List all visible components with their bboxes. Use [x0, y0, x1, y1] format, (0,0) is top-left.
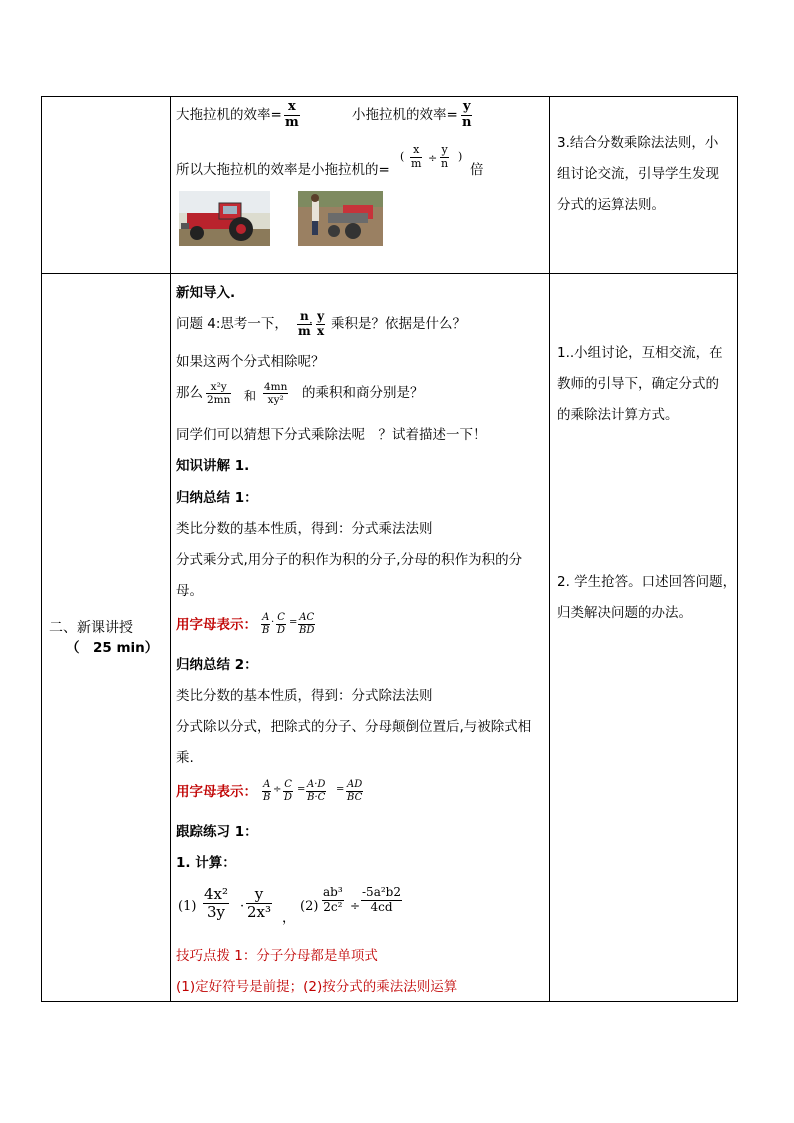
times-suffix: 倍 — [470, 162, 484, 178]
multiply-dot: · — [240, 899, 245, 914]
fraction-numerator: n — [299, 309, 309, 323]
fraction-denominator: m — [298, 323, 311, 338]
then-fraction-1 — [206, 381, 231, 406]
small-tractor-efficiency-label: 小拖拉机的效率= — [352, 107, 458, 123]
fraction-numerator: x — [288, 99, 296, 114]
multiply-dot: · — [309, 316, 313, 330]
equals-sign: = — [297, 784, 306, 795]
activity-line: 2. 学生抢答。口述回答问题， — [557, 574, 737, 590]
fraction-denominator: D — [284, 791, 293, 803]
fraction-denominator: BD — [299, 624, 315, 636]
exercise-fraction — [322, 886, 344, 915]
tip-line: (1)定好符号是前提；(2)按分式的乘法法则运算 — [176, 979, 458, 995]
red-tractor-photo — [179, 191, 270, 246]
knowledge-heading: 知识讲解 1. — [176, 458, 250, 474]
and-word: 和 — [244, 389, 257, 403]
big-tractor-efficiency-label: 大拖拉机的效率= — [176, 107, 282, 123]
lesson-plan-table — [41, 96, 738, 1002]
then-suffix: 的乘积和商分别是？ — [302, 385, 424, 401]
fraction-denominator: B — [263, 791, 271, 803]
fraction-numerator: A — [263, 779, 271, 790]
equals-sign: = — [289, 617, 298, 628]
equals-sign: = — [336, 784, 345, 795]
guess-prompt: 同学们可以猜想下分式乘除法呢 ？试着描述一下！ — [176, 427, 487, 443]
summary-1-title: 归纳总结 1： — [176, 490, 258, 506]
summary-2-title: 归纳总结 2： — [176, 657, 258, 673]
formula-fraction — [306, 779, 326, 803]
ratio-fraction-1 — [410, 144, 422, 170]
summary-2-line: 乘. — [176, 750, 194, 766]
formula-fraction — [283, 779, 293, 803]
summary-1-line: 母。 — [176, 583, 203, 599]
multiply-dot: · — [271, 617, 275, 628]
fraction-numerator: y — [317, 309, 325, 323]
formula-fraction — [276, 612, 286, 636]
fraction-denominator: 4cd — [370, 899, 393, 914]
summary-2-line: 类比分数的基本性质，得到：分式除法法则 — [176, 688, 433, 704]
activity-line: 的乘除法计算方式。 — [557, 407, 679, 423]
fraction-numerator: -5a²b2 — [362, 885, 401, 899]
fraction-denominator: B — [262, 624, 270, 636]
fraction-denominator: x — [317, 323, 325, 338]
fraction-denominator: m — [285, 114, 299, 130]
fraction-denominator: n — [441, 156, 449, 170]
fraction-denominator: 2c² — [323, 899, 343, 914]
big-tractor-efficiency-fraction — [284, 100, 300, 131]
fraction-numerator: y — [462, 99, 471, 114]
formula-fraction — [346, 779, 363, 803]
exercise-label: (1) — [178, 899, 197, 914]
fraction-denominator: 3y — [207, 903, 226, 922]
activity-line: 组讨论交流，引导学生发现 — [557, 166, 719, 182]
summary-2-line: 分式除以分式，把除式的分子、分母颠倒位置后,与被除式相 — [176, 719, 532, 735]
fraction-numerator: 4mn — [264, 381, 288, 393]
letters-label: 用字母表示： — [176, 784, 257, 800]
fraction-denominator: xy² — [267, 394, 284, 407]
then-prefix: 那么 — [176, 385, 203, 401]
exercise-fraction — [203, 886, 229, 922]
fraction-denominator: m — [411, 156, 422, 170]
letters-label: 用字母表示： — [176, 617, 257, 633]
comma: ， — [282, 910, 296, 926]
row-divider — [42, 273, 737, 274]
fraction-numerator: C — [284, 779, 292, 790]
summary-1-line: 分式乘分式,用分子的积作为积的分子,分母的积作为积的分 — [176, 552, 523, 568]
left-paren: ( — [400, 150, 405, 163]
question-4-prefix: 问题 4:思考一下， — [176, 316, 288, 332]
fraction-numerator: C — [277, 612, 285, 623]
fraction-numerator: A·D — [307, 779, 326, 790]
division-question: 如果这两个分式相除呢？ — [176, 354, 325, 370]
fraction-denominator: 2x³ — [247, 903, 272, 922]
summary-1-line: 类比分数的基本性质，得到：分式乘法法则 — [176, 521, 433, 537]
tip-line: 技巧点拨 1：分子分母都是单项式 — [176, 948, 378, 964]
formula-fraction — [298, 612, 315, 636]
fraction-numerator: 4x² — [204, 885, 229, 903]
fraction-numerator: y — [254, 885, 264, 903]
exercise-fraction — [246, 886, 272, 922]
column-divider-1 — [170, 97, 171, 1001]
fraction-denominator: D — [277, 624, 286, 636]
formula-fraction — [261, 612, 270, 636]
new-knowledge-intro: 新知导入. — [176, 285, 236, 301]
column-divider-2 — [549, 97, 550, 1001]
section-time: （ 25 min） — [66, 640, 159, 656]
right-paren: ) — [458, 150, 463, 163]
section-title: 二、新课讲授 — [49, 620, 133, 636]
question-4-fraction-2 — [316, 310, 325, 339]
fraction-denominator: B·C — [307, 791, 326, 803]
fraction-denominator: n — [462, 114, 472, 130]
ratio-fraction-2 — [440, 144, 449, 170]
fraction-numerator: A — [262, 612, 270, 623]
fraction-numerator: ab³ — [323, 885, 343, 899]
fraction-denominator: BC — [347, 791, 363, 803]
divide-sign: ÷ — [428, 152, 438, 165]
formula-fraction — [262, 779, 271, 803]
efficiency-ratio-label: 所以大拖拉机的效率是小拖拉机的= — [176, 162, 390, 178]
divide-sign: ÷ — [273, 784, 282, 795]
fraction-numerator: y — [441, 143, 448, 156]
exercise-fraction — [361, 886, 402, 915]
divide-sign: ÷ — [350, 899, 361, 913]
activity-line: 分式的运算法则。 — [557, 197, 665, 213]
small-tractor-efficiency-fraction — [461, 100, 472, 131]
fraction-numerator: AC — [299, 612, 315, 623]
exercise-label: (2) — [300, 899, 319, 914]
activity-line: 1..小组讨论，互相交流，在 — [557, 345, 723, 361]
fraction-numerator: x²y — [210, 381, 227, 393]
calculate-heading: 1. 计算： — [176, 855, 236, 871]
small-tractor-with-farmer-photo — [298, 191, 383, 246]
fraction-denominator: 2mn — [207, 394, 231, 407]
fraction-numerator: AD — [347, 779, 363, 790]
question-4-suffix: 乘积是？依据是什么？ — [331, 316, 466, 332]
activity-line: 归类解决问题的办法。 — [557, 605, 692, 621]
practice-title: 跟踪练习 1： — [176, 824, 258, 840]
then-fraction-2 — [263, 381, 288, 406]
activity-line: 3.结合分数乘除法法则，小 — [557, 135, 719, 151]
fraction-numerator: x — [413, 143, 420, 156]
activity-line: 教师的引导下，确定分式的 — [557, 376, 719, 392]
